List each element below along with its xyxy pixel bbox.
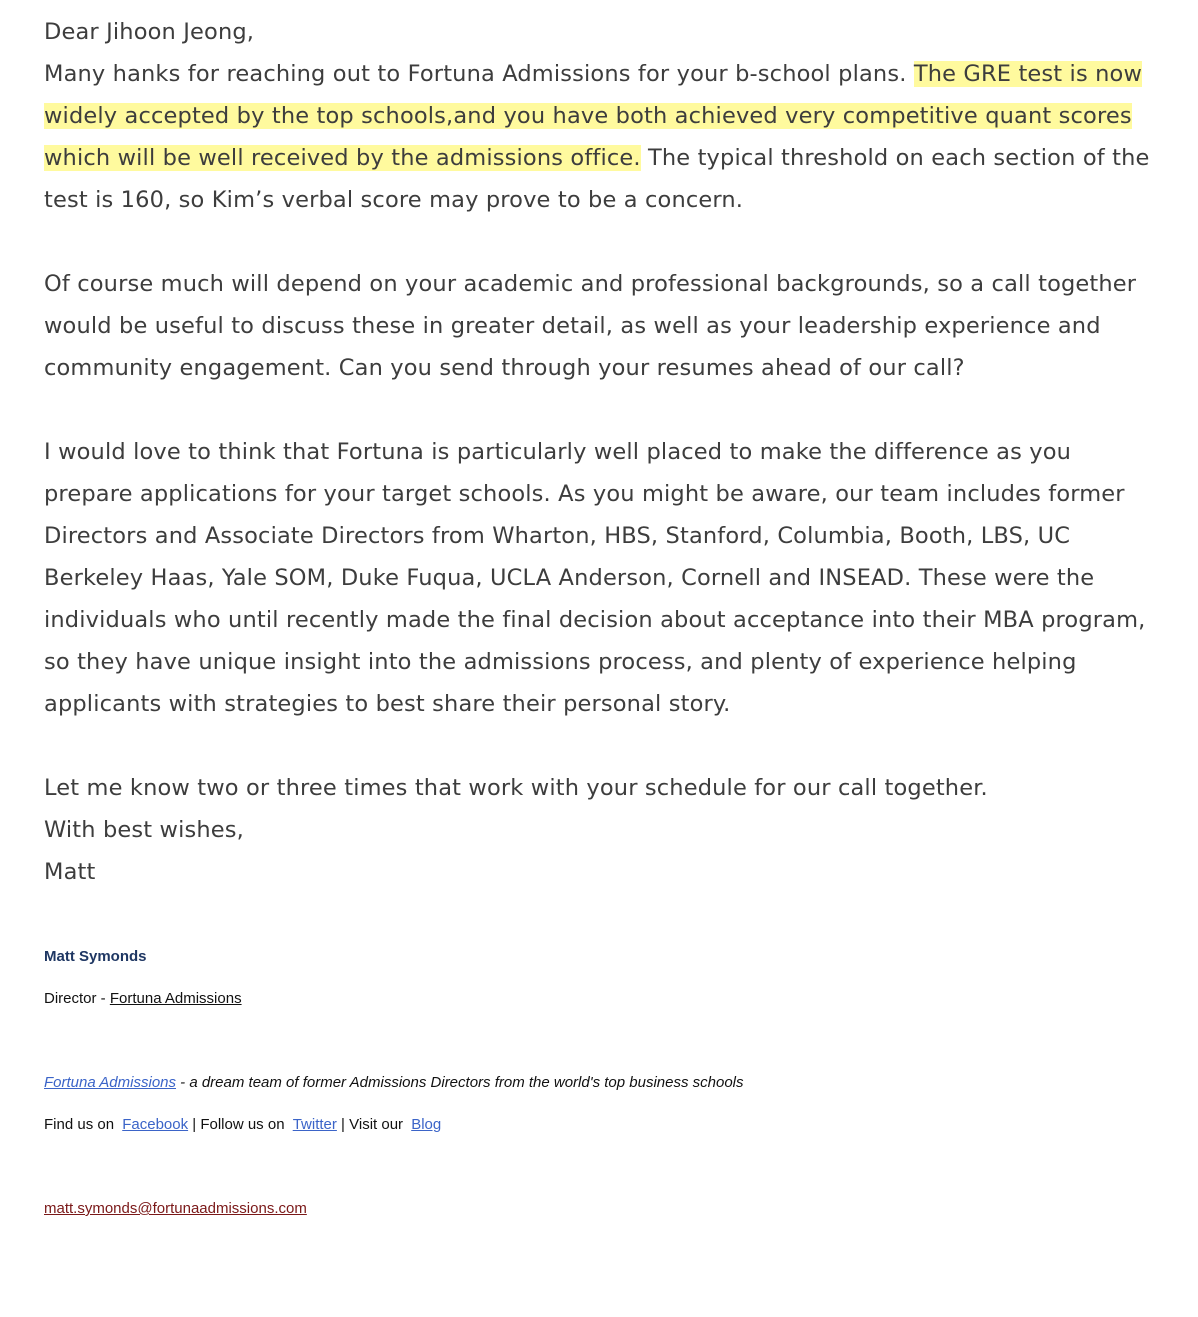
paragraph-1-start: Many hanks for reaching out to Fortuna Admissions for your b-school plans. [44,61,914,87]
visit-our-text: | Visit our [336,1116,408,1133]
salutation: Dear Jihoon Jeong, [44,19,255,45]
email-body [44,11,1154,893]
signature-tagline [44,1074,744,1091]
twitter-link[interactable]: Twitter [292,1116,337,1133]
title-prefix: Director - [44,990,110,1007]
social-links [44,1116,441,1133]
signature-email [44,1200,307,1217]
signature-title [44,990,242,1007]
spacer [44,725,1154,767]
paragraph-1-end: The typical threshold on each section of the test is 160, so Kim’s verbal score may prove to be a concern. [44,145,1150,213]
closing: With best wishes, [44,817,244,843]
signature-name: Matt Symonds [44,948,147,965]
company-link[interactable]: Fortuna Admissions [109,990,242,1007]
find-us-text: Find us on [44,1116,119,1133]
tagline-text: - a dream team of former Admissions Directors from the world's top business schools [176,1074,744,1091]
highlighted-text: The GRE test is now widely accepted by the top schools,and you have both achieved very competitive quant scores which will be well received by the admissions office. [44,61,1143,171]
paragraph-3: I would love to think that Fortuna is particularly well placed to make the difference as you prepare applications for your target schools. As you might be aware, our team includes former Directors and Associate Directors from Wharton, HBS, Stanford, Columbia, Booth, LBS, UC Berkeley Haas, Yale SOM, Duke Fuqua, UCLA Anderson, Cornell and INSEAD. These were the individuals who until recently made the final decision about acceptance into their MBA program, so they have unique insight into the admissions process, and plenty of experience helping applicants with strategies to best share their personal story. [44,439,1146,717]
paragraph-2: Of course much will depend on your academic and professional backgrounds, so a call together would be useful to discuss these in greater detail, as well as your leadership experience and community engagement. Can you send through your resumes ahead of our call? [44,271,1137,381]
follow-us-text: | Follow us on [188,1116,289,1133]
sign-off-name: Matt [44,859,96,885]
blog-link[interactable]: Blog [411,1116,442,1133]
paragraph-4: Let me know two or three times that work with your schedule for our call together. [44,775,988,801]
spacer [44,221,1154,263]
tagline-company-link[interactable]: Fortuna Admissions [44,1074,176,1091]
spacer [44,389,1154,431]
paragraph-1 [44,53,1154,221]
email-link[interactable]: matt.symonds@fortunaadmissions.com [44,1200,307,1217]
facebook-link[interactable]: Facebook [122,1116,189,1133]
